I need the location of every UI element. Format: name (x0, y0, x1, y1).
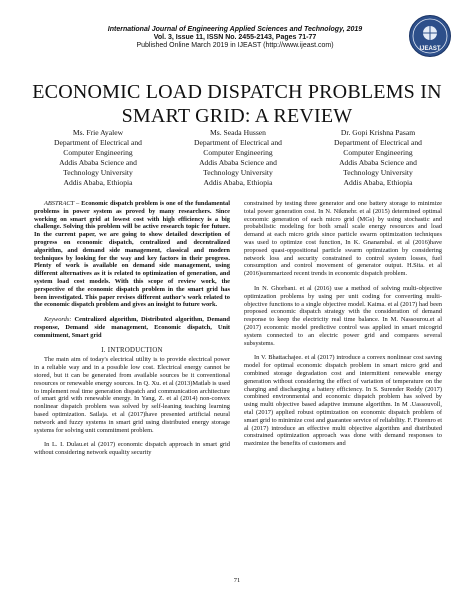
author-inst: Addis Ababa Science and (59, 158, 137, 167)
keywords-text: Centralized algorithm, Distributed algorithm, Demand response, Demand side management, Economic dispatch, Unit commitment, Smart grid (34, 316, 230, 339)
keywords (34, 316, 230, 339)
title-line-1: ECONOMIC LOAD DISPATCH PROBLEMS IN (32, 81, 442, 103)
author-dept: Department of Electrical and (194, 138, 282, 147)
journal-header (70, 26, 400, 50)
author-3 (308, 128, 448, 188)
author-dept: Computer Engineering (203, 148, 273, 157)
paragraph: In L. I. Dulau.et al (2017) economic dispatch approach in smart grid without considering network equality security (34, 441, 230, 457)
abstract (34, 200, 230, 309)
issue-info: Vol. 3, Issue 11, ISSN No. 2455-2143, Pages 71-77 (153, 34, 317, 41)
author-dept: Computer Engineering (343, 148, 413, 157)
section-heading-introduction: I. INTRODUCTION (101, 346, 163, 354)
author-city: Addis Ababa, Ethiopia (63, 178, 133, 187)
paragraph: The main aim of today's electrical utility is to provide electrical power in a reliable way and in a possible low cost. Electrical energy cannot be stored, but it can be generated from available sources be it conventional resources or renewable energy sources. In Q. Xu. et al (2013)Matlab is used to implement real time generation dispatch and communication architecture of smart grid with renewable energy. In Yang, Z. et al (2014) non-convex nonlinear dispatch problem was solved by self-leaning teaching learning based optimization. Sailaja. et al (2017)have presented artificial neural network and fuzzy systems in smart grid using distributed energy storage systems for solving unit commitment problem. (34, 356, 230, 434)
author-inst: Addis Ababa Science and (339, 158, 417, 167)
author-city: Addis Ababa, Ethiopia (343, 178, 413, 187)
author-city: Addis Ababa, Ethiopia (203, 178, 273, 187)
author-name: Ms. Seada Hussen (210, 128, 266, 137)
author-block (28, 128, 448, 188)
author-2 (168, 128, 308, 188)
paragraph: In V. Bhattachajee. et al (2017) introduce a convex nonlinear cost saving model for optimal economic dispatch problem in smart micro grid and combined storage degradation cost and intermittent renewable energy generation without considering the effect of variation of temperature on the charging and discharging a battery efficiency. In S. Surender Reddy (2017) combined environmental and economic dispatch problem has solved by using multi objective based adaptive immune algorithm. In M .Uassouvoll, etal (2017) applied robust optimization on economic dispatch problem of smart grid to minimize cost and guarantee service of reliability. F. Fiorenro et al (2017) introduce an effective multi objective algorithm and distributed constrained optimization approach was done with demand responses to maximize the benefits of customers and (244, 354, 442, 448)
paragraph: In N. Ghorbani. et al (2016) use a method of solving multi-objective optimization problems by using per unit coding for converting multi-objective functions to a single objective model. Kaima. et al (2017) had been proposed economic dispatch strategy with the consideration of demand response to keep the electricity real time balance. In M. Nassourou.et al (2017) economic model predictive control was applied in smart micogrid system connected to an electric power grid and compares several subsystems. (244, 284, 442, 347)
journal-logo-icon (408, 14, 452, 58)
author-name: Dr. Gopi Krishna Pasam (340, 128, 416, 137)
author-inst: Technology University (63, 168, 133, 177)
paragraph: constrained by testing three generator and one battery storage to minimize total power generation cost. In N. Nikmehr. et al (2015) determined optimal economic generation of each micro grid (MGs) by using stochastic and probabilistic modeling for both small scale energy resources and load demand at each micro grids since particle swarm optimization techniques was used to optimize cost function, In K. Gnanambal. et al (2016)have proposed quasi-oppositional particle swarm optimization by considering network loss and security constrained to control system losses, fuel consumption and control movement of generator output. H.Sita. et al (2016)summarized recent trends in economic dispatch problem. (244, 200, 442, 278)
right-column (244, 200, 442, 455)
author-dept: Computer Engineering (63, 148, 133, 157)
title-line-2: SMART GRID: A REVIEW (121, 105, 353, 127)
page-number: 71 (233, 577, 241, 584)
published-info: Published Online March 2019 in IJEAST (http://www.ijeast.com) (136, 42, 334, 49)
left-column (34, 200, 230, 464)
abstract-lead: ABSTRACT – (44, 200, 80, 207)
journal-name: International Journal of Engineering Applied Sciences and Technology, 2019 (107, 26, 363, 33)
paper-title (30, 80, 444, 128)
keywords-lead: Keywords: (44, 316, 72, 324)
author-dept: Department of Electrical and (334, 138, 422, 147)
author-inst: Technology University (203, 168, 273, 177)
author-name: Ms. Frie Ayalew (72, 128, 124, 137)
author-1 (28, 128, 168, 188)
author-inst: Addis Ababa Science and (199, 158, 277, 167)
author-dept: Department of Electrical and (54, 138, 142, 147)
logo-text: IJEAST (419, 46, 441, 52)
abstract-text: Economic dispatch problem is one of the fundamental problems in power system as proved by many researchers. Since working on smart grid at lowest cost with high efficiency is a big challenge. Solving this problem will be active research topic for future. In the current paper, we are going to show detailed description of progress on economic dispatch, centralized and decentralized algorithm, and demand side management, classical and modern techniques by looking for the way and key factors in their progress. Plenty of work is available on demand side management, using different alternatives as it is related to optimization of generation, and system load cost models. With this scope of review work, the perspective of the economic dispatch problem in the smart grid has been investigated. This paper revises different author's work related to the economic dispatch problem and gives an insight to future work. (34, 200, 231, 309)
author-inst: Technology University (343, 168, 413, 177)
